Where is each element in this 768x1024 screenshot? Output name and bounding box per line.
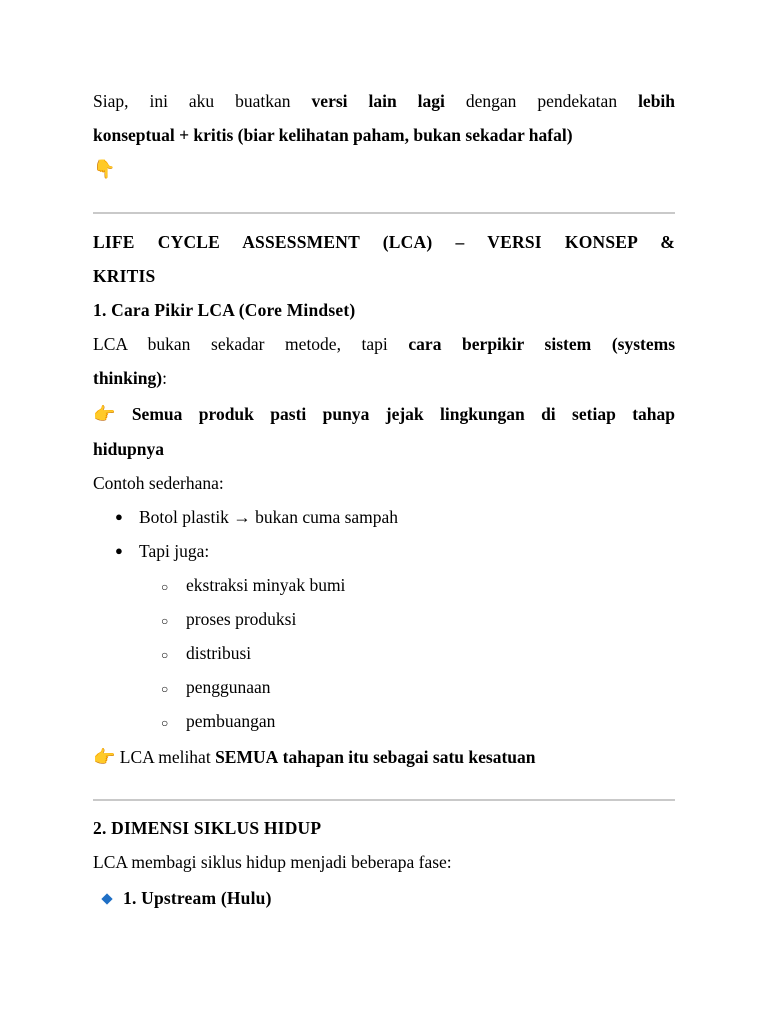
section-1-bold-text: thinking) bbox=[93, 368, 163, 388]
pointing-down-icon: 👇 bbox=[93, 159, 116, 180]
sub-list-item-text: penggunaan bbox=[186, 677, 271, 697]
circle-bullet-icon: ○ bbox=[161, 716, 169, 730]
example-list bbox=[93, 500, 675, 568]
pointing-right-icon: 👉 bbox=[93, 747, 116, 768]
diamond-bullet-icon bbox=[101, 893, 112, 904]
section-2-subheading-text: 1. Upstream (Hulu) bbox=[123, 888, 272, 908]
divider bbox=[93, 799, 675, 801]
section-1-text: : bbox=[162, 368, 167, 388]
sub-list-item bbox=[93, 568, 675, 602]
bullet-icon: ● bbox=[115, 509, 123, 524]
key-point-text: Semua produk pasti punya jejak lingkungan di setiap tahap bbox=[131, 404, 675, 424]
key-point-line-2: hidupnya bbox=[93, 439, 165, 459]
doc-title-line-1: LIFE CYCLE ASSESSMENT (LCA) – VERSI KONSEP & bbox=[93, 232, 675, 252]
section-2-heading: 2. DIMENSI SIKLUS HIDUP bbox=[93, 818, 322, 838]
pointing-right-icon: 👉 bbox=[93, 404, 116, 425]
intro-bold-text: versi lain lagi bbox=[311, 91, 445, 111]
sub-list-item bbox=[93, 602, 675, 636]
closing-line bbox=[93, 740, 675, 775]
sub-list-item bbox=[93, 704, 675, 738]
document-page bbox=[93, 84, 675, 915]
section-2-subheading bbox=[93, 881, 675, 915]
list-item-text: Botol plastik → bukan cuma sampah bbox=[139, 507, 399, 527]
doc-title-line-2: KRITIS bbox=[93, 266, 156, 286]
sub-list-item-text: proses produksi bbox=[186, 609, 297, 629]
intro-bold-text: lebih bbox=[638, 91, 676, 111]
intro-text: Siap, ini aku buatkan bbox=[93, 91, 291, 111]
sub-list-item-text: distribusi bbox=[186, 643, 252, 663]
example-label: Contoh sederhana: bbox=[93, 473, 224, 493]
circle-bullet-icon: ○ bbox=[161, 648, 169, 662]
divider bbox=[93, 212, 675, 214]
circle-bullet-icon: ○ bbox=[161, 614, 169, 628]
sub-list bbox=[93, 568, 675, 738]
sub-list-item-text: ekstraksi minyak bumi bbox=[186, 575, 346, 595]
intro-line-3 bbox=[93, 152, 675, 187]
circle-bullet-icon: ○ bbox=[161, 580, 169, 594]
section-1-text-line-1 bbox=[93, 327, 675, 361]
sub-list-item-text: pembuangan bbox=[186, 711, 276, 731]
key-point-line-1 bbox=[93, 397, 675, 432]
intro-line-2: konseptual + kritis (biar kelihatan paham, bukan sekadar hafal) bbox=[93, 125, 573, 145]
intro-text: dengan pendekatan bbox=[465, 91, 618, 111]
closing-bold-text: SEMUA bbox=[215, 747, 279, 767]
sub-list-item bbox=[93, 670, 675, 704]
list-item bbox=[93, 500, 675, 534]
intro-line-1 bbox=[93, 84, 675, 118]
sub-list-item bbox=[93, 636, 675, 670]
list-item-text: Tapi juga: bbox=[139, 541, 210, 561]
circle-bullet-icon: ○ bbox=[161, 682, 169, 696]
section-2-text: LCA membagi siklus hidup menjadi beberapa fase: bbox=[93, 852, 452, 872]
section-1-bold-text: cara berpikir sistem (systems bbox=[408, 334, 676, 354]
section-1-text-line-2 bbox=[93, 361, 675, 395]
closing-text: LCA melihat bbox=[119, 747, 211, 767]
section-1-text: LCA bukan sekadar metode, tapi bbox=[93, 334, 388, 354]
list-item bbox=[93, 534, 675, 568]
section-1-heading: 1. Cara Pikir LCA (Core Mindset) bbox=[93, 300, 356, 320]
closing-bold-text: tahapan itu sebagai satu kesatuan bbox=[282, 747, 536, 767]
bullet-icon: ● bbox=[115, 543, 123, 558]
